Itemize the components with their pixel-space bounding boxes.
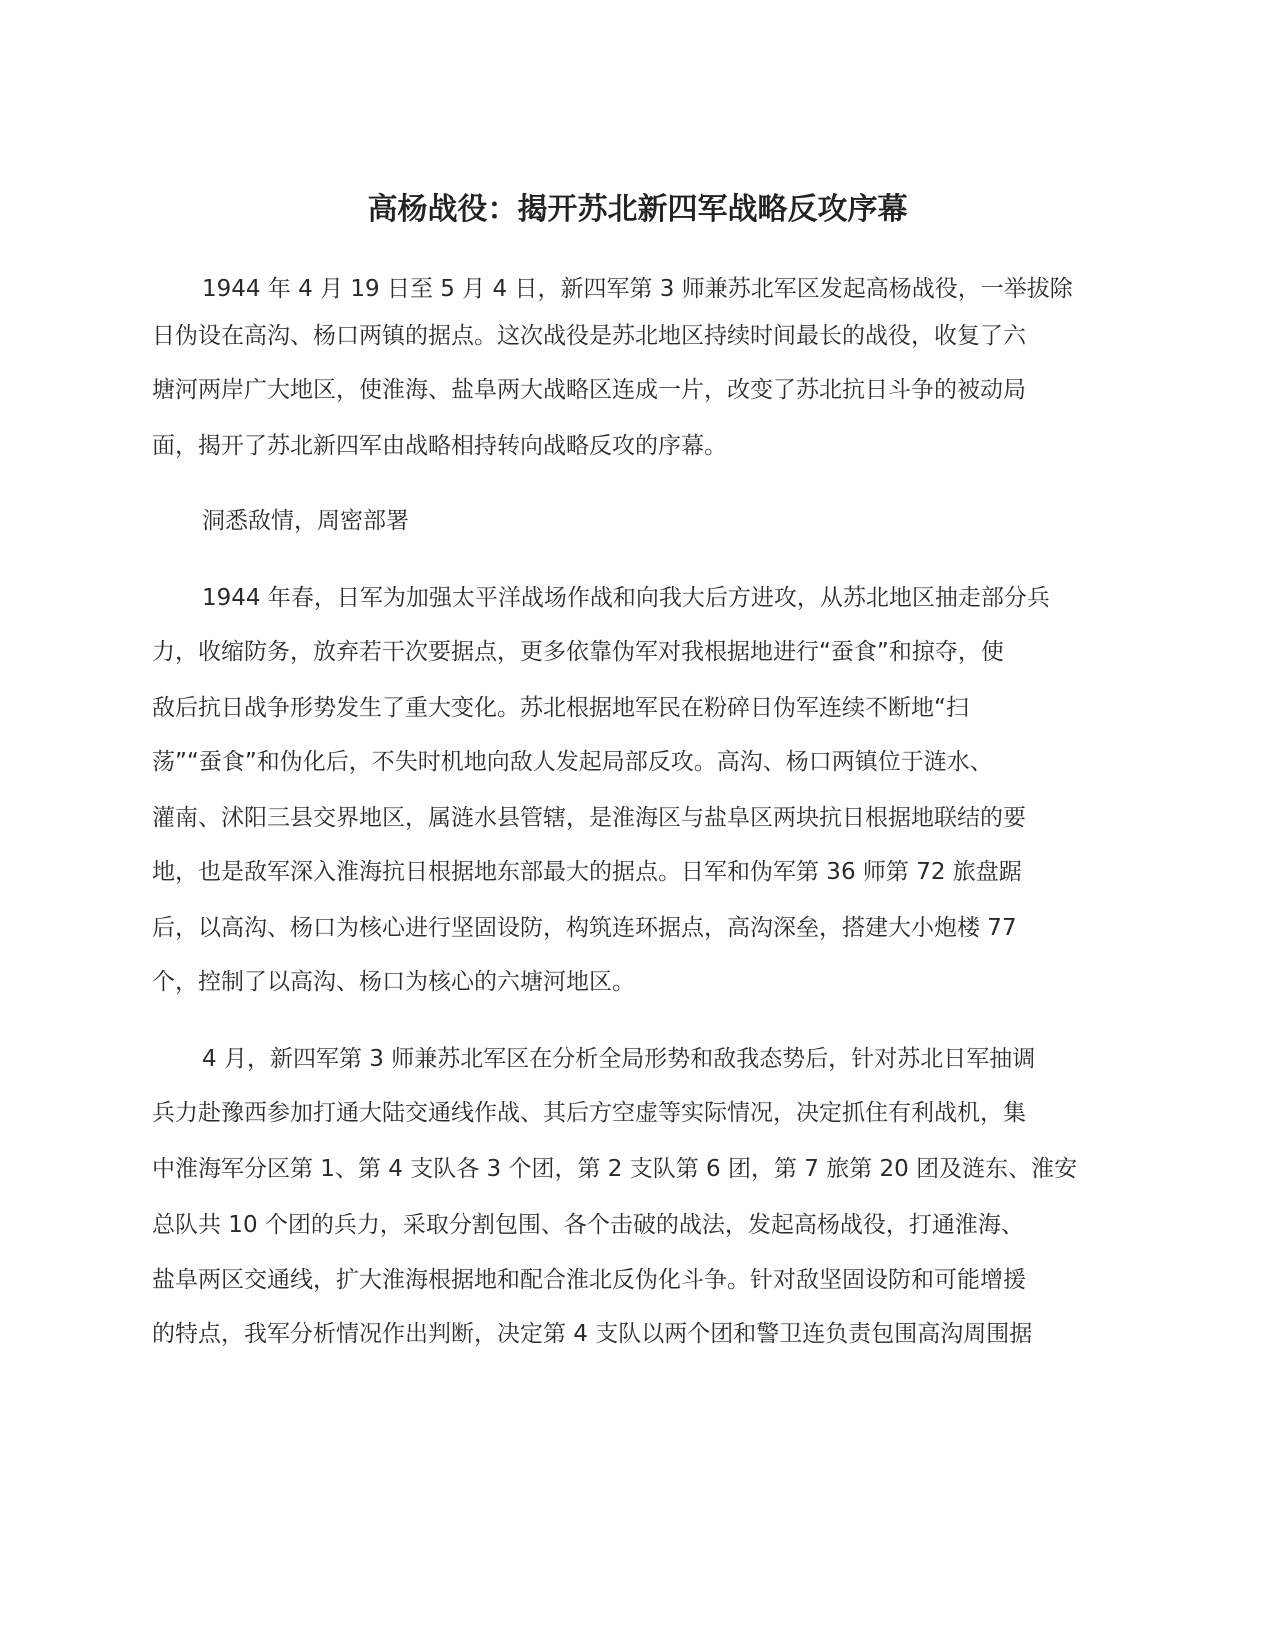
text-line: 1944 年 4 月 19 日至 5 月 4 日，新四军第 3 师兼苏北军区发起高杨战役，一举拔除	[202, 276, 1073, 302]
text-line: 4 月，新四军第 3 师兼苏北军区在分析全局形势和敌我态势后，针对苏北日军抽调	[202, 1046, 1036, 1072]
text-line: 1944 年春，日军为加强太平洋战场作战和向我大后方进攻，从苏北地区抽走部分兵	[202, 585, 1050, 611]
text-line: 中淮海军分区第 1、第 4 支队各 3 个团，第 2 支队第 6 团，第 7 旅第 20 团及涟东、淮安	[152, 1156, 1078, 1182]
text-line: 兵力赴豫西参加打通大陆交通线作战、其后方空虚等实际情况，决定抓住有利战机，集	[152, 1100, 1026, 1126]
text-line: 地，也是敌军深入淮海抗日根据地东部最大的据点。日军和伪军第 36 师第 72 旅盘踞	[152, 859, 1022, 885]
text-line: 盐阜两区交通线，扩大淮海根据地和配合淮北反伪化斗争。针对敌坚固设防和可能增援	[152, 1267, 1026, 1293]
text-line: 塘河两岸广大地区，使淮海、盐阜两大战略区连成一片，改变了苏北抗日斗争的被动局	[152, 377, 1026, 403]
text-line: 荡”“蚕食”和伪化后，不失时机地向敌人发起局部反攻。高沟、杨口两镇位于涟水、	[152, 749, 993, 775]
text-line: 日伪设在高沟、杨口两镇的据点。这次战役是苏北地区持续时间最长的战役，收复了六	[152, 323, 1026, 349]
text-line: 面，揭开了苏北新四军由战略相持转向战略反攻的序幕。	[152, 433, 727, 459]
text-line: 后，以高沟、杨口为核心进行坚固设防，构筑连环据点，高沟深垒，搭建大小炮楼 77	[152, 915, 1017, 941]
text-line: 力，收缩防务，放弃若干次要据点，更多依靠伪军对我根据地进行“蚕食”和掠夺，使	[152, 639, 1004, 665]
section-heading: 洞悉敌情，周密部署	[202, 508, 409, 534]
text-line: 灌南、沭阳三县交界地区，属涟水县管辖，是淮海区与盐阜区两块抗日根据地联结的要	[152, 805, 1026, 831]
text-line: 总队共 10 个团的兵力，采取分割包围、各个击破的战法，发起高杨战役，打通淮海、	[152, 1212, 1024, 1238]
text-line: 个，控制了以高沟、杨口为核心的六塘河地区。	[152, 969, 635, 995]
document-title: 高杨战役：揭开苏北新四军战略反攻序幕	[367, 192, 908, 227]
text-line: 的特点，我军分析情况作出判断，决定第 4 支队以两个团和警卫连负责包围高沟周围据	[152, 1321, 1033, 1347]
text-line: 敌后抗日战争形势发生了重大变化。苏北根据地军民在粉碎日伪军连续不断地“扫	[152, 695, 969, 721]
